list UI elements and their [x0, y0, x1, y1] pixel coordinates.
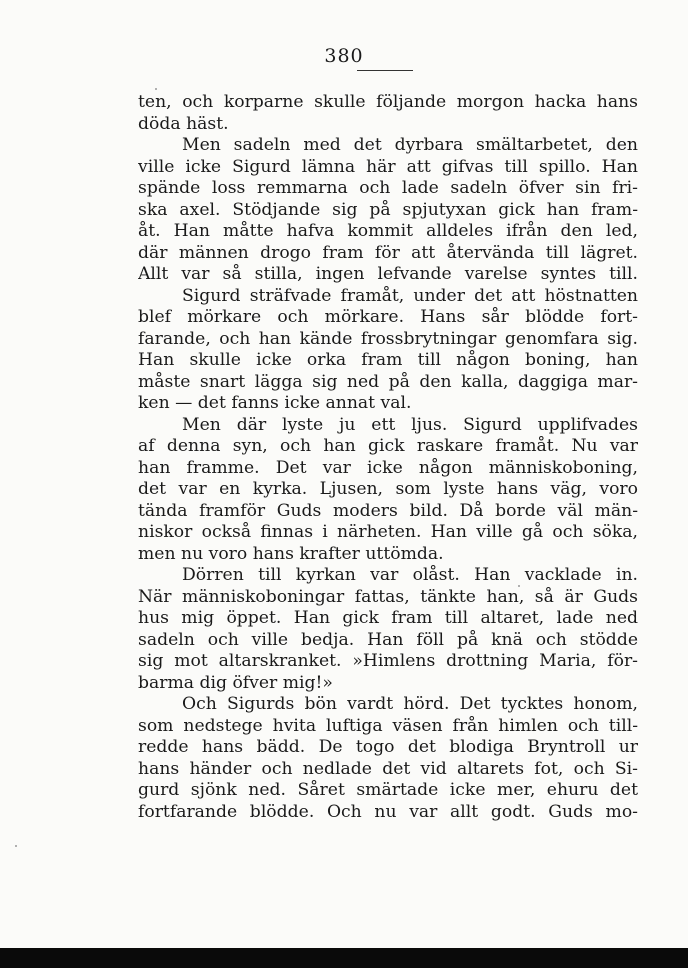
text-line: det var en kyrka. Ljusen, som lyste hans väg, voro [138, 479, 638, 499]
text-line: men nu voro hans krafter uttömda. [138, 543, 444, 564]
scan-edge [0, 948, 688, 968]
text-line: Men sadeln med det dyrbara smältarbetet, den [182, 135, 638, 155]
text-line: tända framför Guds moders bild. Då borde väl män- [138, 500, 638, 521]
text-line: Och Sigurds bön vardt hörd. Det tycktes honom, [182, 694, 638, 714]
text-line: måste snart lägga sig ned på den kalla, daggiga mar- [138, 371, 638, 392]
text-line: ville icke Sigurd lämna här att gifvas till spillo. Han [138, 156, 638, 177]
text-line: niskor också finnas i närheten. Han ville gå och söka, [138, 522, 638, 542]
text-line: Allt var så stilla, ingen lefvande varelse syntes till. [138, 264, 638, 284]
text-line: Sigurd sträfvade framåt, under det att höstnatten [182, 285, 638, 306]
text-line: ten, och korparne skulle följande morgon hacka hans [138, 92, 638, 112]
text-line: fortfarande blödde. Och nu var allt godt. Guds mo- [138, 801, 638, 822]
paper-speck [155, 88, 157, 90]
text-line: Men där lyste ju ett ljus. Sigurd upplifvades [182, 414, 638, 435]
text-line: redde hans bädd. De togo det blodiga Bryntroll ur [138, 737, 638, 757]
text-line: döda häst. [138, 113, 229, 134]
page-number-rule [357, 70, 413, 71]
text-line: ska axel. Stödjande sig på spjutyxan gick han fram- [138, 199, 638, 220]
text-line: gurd sjönk ned. Såret smärtade icke mer, ehuru det [138, 780, 638, 800]
text-line: När människoboningar fattas, tänkte han, så är Guds [138, 586, 638, 607]
text-line: sadeln och ville bedja. Han föll på knä och stödde [138, 629, 638, 650]
paper-speck [15, 845, 17, 847]
text-line: Han skulle icke orka fram till någon boning, han [138, 350, 638, 370]
text-line: hus mig öppet. Han gick fram till altaret, lade ned [138, 608, 638, 628]
text-line: farande, och han kände frossbrytningar genomfara sig. [138, 328, 638, 349]
text-line: hans händer och nedlade det vid altarets fot, och Si- [138, 758, 638, 779]
text-line: Dörren till kyrkan var olåst. Han vacklade in. [182, 565, 638, 585]
text-line: sig mot altarskranket. »Himlens drottning Maria, för- [138, 651, 638, 671]
text-line: blef mörkare och mörkare. Hans sår blödde fort- [138, 307, 638, 327]
text-line: spände loss remmarna och lade sadeln öfver sin fri- [138, 178, 638, 198]
body-text [138, 92, 638, 823]
text-line: där männen drogo fram för att återvända till lägret. [138, 242, 638, 263]
text-line: ken — det fanns icke annat val. [138, 393, 412, 413]
text-line: af denna syn, och han gick raskare framåt. Nu var [138, 436, 638, 456]
paper-speck [518, 585, 520, 587]
text-line: åt. Han måtte hafva kommit alldeles ifrån den led, [138, 221, 638, 241]
text-line: barma dig öfver mig!» [138, 672, 333, 693]
page-number: 380 [324, 45, 364, 67]
text-line: som nedstege hvita luftiga väsen från himlen och till- [138, 715, 638, 736]
text-line: han framme. Det var icke någon människoboning, [138, 457, 638, 478]
